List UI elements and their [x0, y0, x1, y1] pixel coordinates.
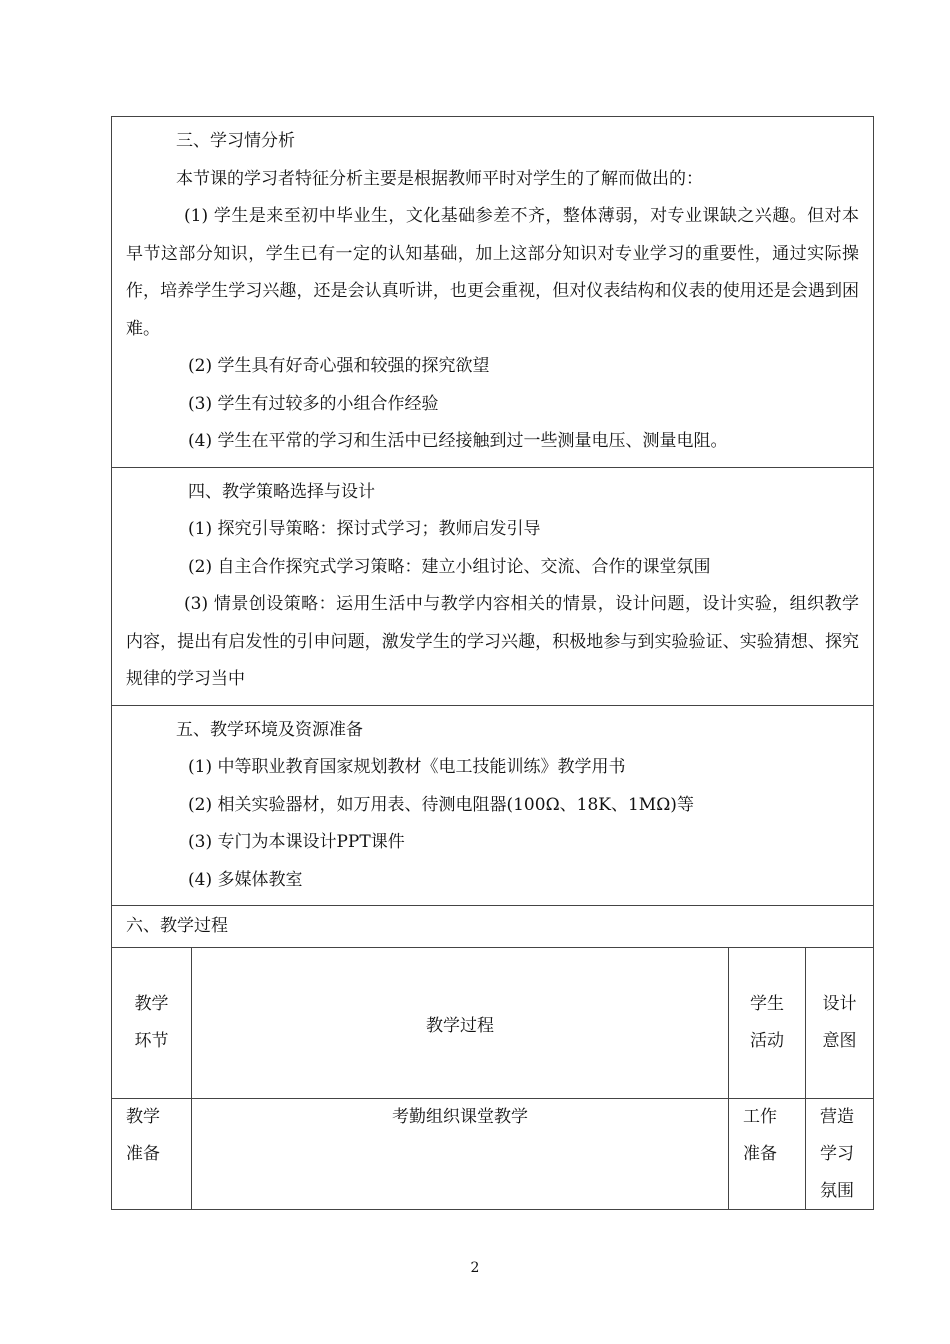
header-text: 教学 [134, 994, 169, 1014]
table-header-row [112, 948, 873, 1099]
cell-process [192, 1099, 729, 1210]
cell-text: 氛围 [820, 1181, 854, 1201]
section-teaching-strategy [112, 468, 873, 706]
header-text: 环节 [134, 1031, 169, 1051]
paragraph: (1) 学生是来至初中毕业生，文化基础参差不齐，整体薄弱，对专业课缺之兴趣。但对本早节这部分知识，学生已有一定的认知基础，加上这部分知识对专业学习的重要性，通过实际操作，培养学生学习兴趣，还是会认真听讲，也更会重视，但对仪表结构和仪表的使用还是会遇到困难。 [126, 206, 859, 339]
list-item: (4) 多媒体教室 [188, 869, 303, 890]
list-item: (3) 专门为本课设计PPT课件 [188, 832, 405, 852]
header-text: 活动 [750, 1031, 784, 1051]
list-item: (1) 探究引导策略：探讨式学习；教师启发引导 [188, 519, 541, 539]
cell-student-activity [729, 1099, 806, 1210]
paragraph: (3) 情景创设策略：运用生活中与教学内容相关的情景，设计问题，设计实验，组织教学内容，提出有启发性的引申问题，激发学生的学习兴趣，积极地参与到实验验证、实验猜想、探究规律的学习当中 [126, 594, 859, 689]
header-stage [112, 948, 192, 1098]
section-title: 三、学习情分析 [176, 131, 295, 151]
cell-text: 学习 [820, 1144, 854, 1164]
list-item: (2) 学生具有好奇心强和较强的探究欲望 [188, 356, 490, 376]
list-item: (1) 中等职业教育国家规划教材《电工技能训练》教学用书 [188, 757, 626, 777]
list-item: (2) 相关实验器材，如万用表、待测电阻器(100Ω、18K、1MΩ)等 [188, 794, 694, 815]
header-text: 设计 [822, 994, 857, 1014]
document-frame [111, 116, 874, 1210]
cell-text: 准备 [126, 1144, 160, 1164]
table-row [112, 1099, 873, 1209]
list-item: (2) 自主合作探究式学习策略：建立小组讨论、交流、合作的课堂氛围 [188, 556, 711, 577]
section-title: 四、教学策略选择与设计 [188, 481, 375, 502]
cell-stage [112, 1099, 192, 1210]
section-title: 五、教学环境及资源准备 [176, 719, 363, 740]
cell-text: 考勤组织课堂教学 [392, 1107, 528, 1127]
header-design-intent [806, 948, 873, 1098]
cell-text: 教学 [126, 1107, 160, 1127]
section-title: 六、教学过程 [112, 906, 873, 948]
list-item: (3) 学生有过较多的小组合作经验 [188, 393, 439, 414]
header-text: 意图 [822, 1031, 857, 1051]
paragraph: 本节课的学习者特征分析主要是根据教师平时对学生的了解而做出的： [176, 168, 703, 189]
page-number: 2 [470, 1260, 480, 1276]
header-process: 教学过程 [192, 948, 729, 1098]
header-text: 学生 [750, 994, 784, 1014]
cell-text: 工作 [743, 1107, 777, 1127]
list-item: (4) 学生在平常的学习和生活中已经接触到过一些测量电压、测量电阻。 [188, 431, 728, 451]
cell-text: 准备 [743, 1144, 777, 1164]
cell-design-intent [806, 1099, 873, 1210]
header-student-activity [729, 948, 806, 1098]
cell-text: 营造 [820, 1107, 854, 1127]
section-learner-analysis [112, 117, 873, 468]
section-resources [112, 706, 873, 907]
